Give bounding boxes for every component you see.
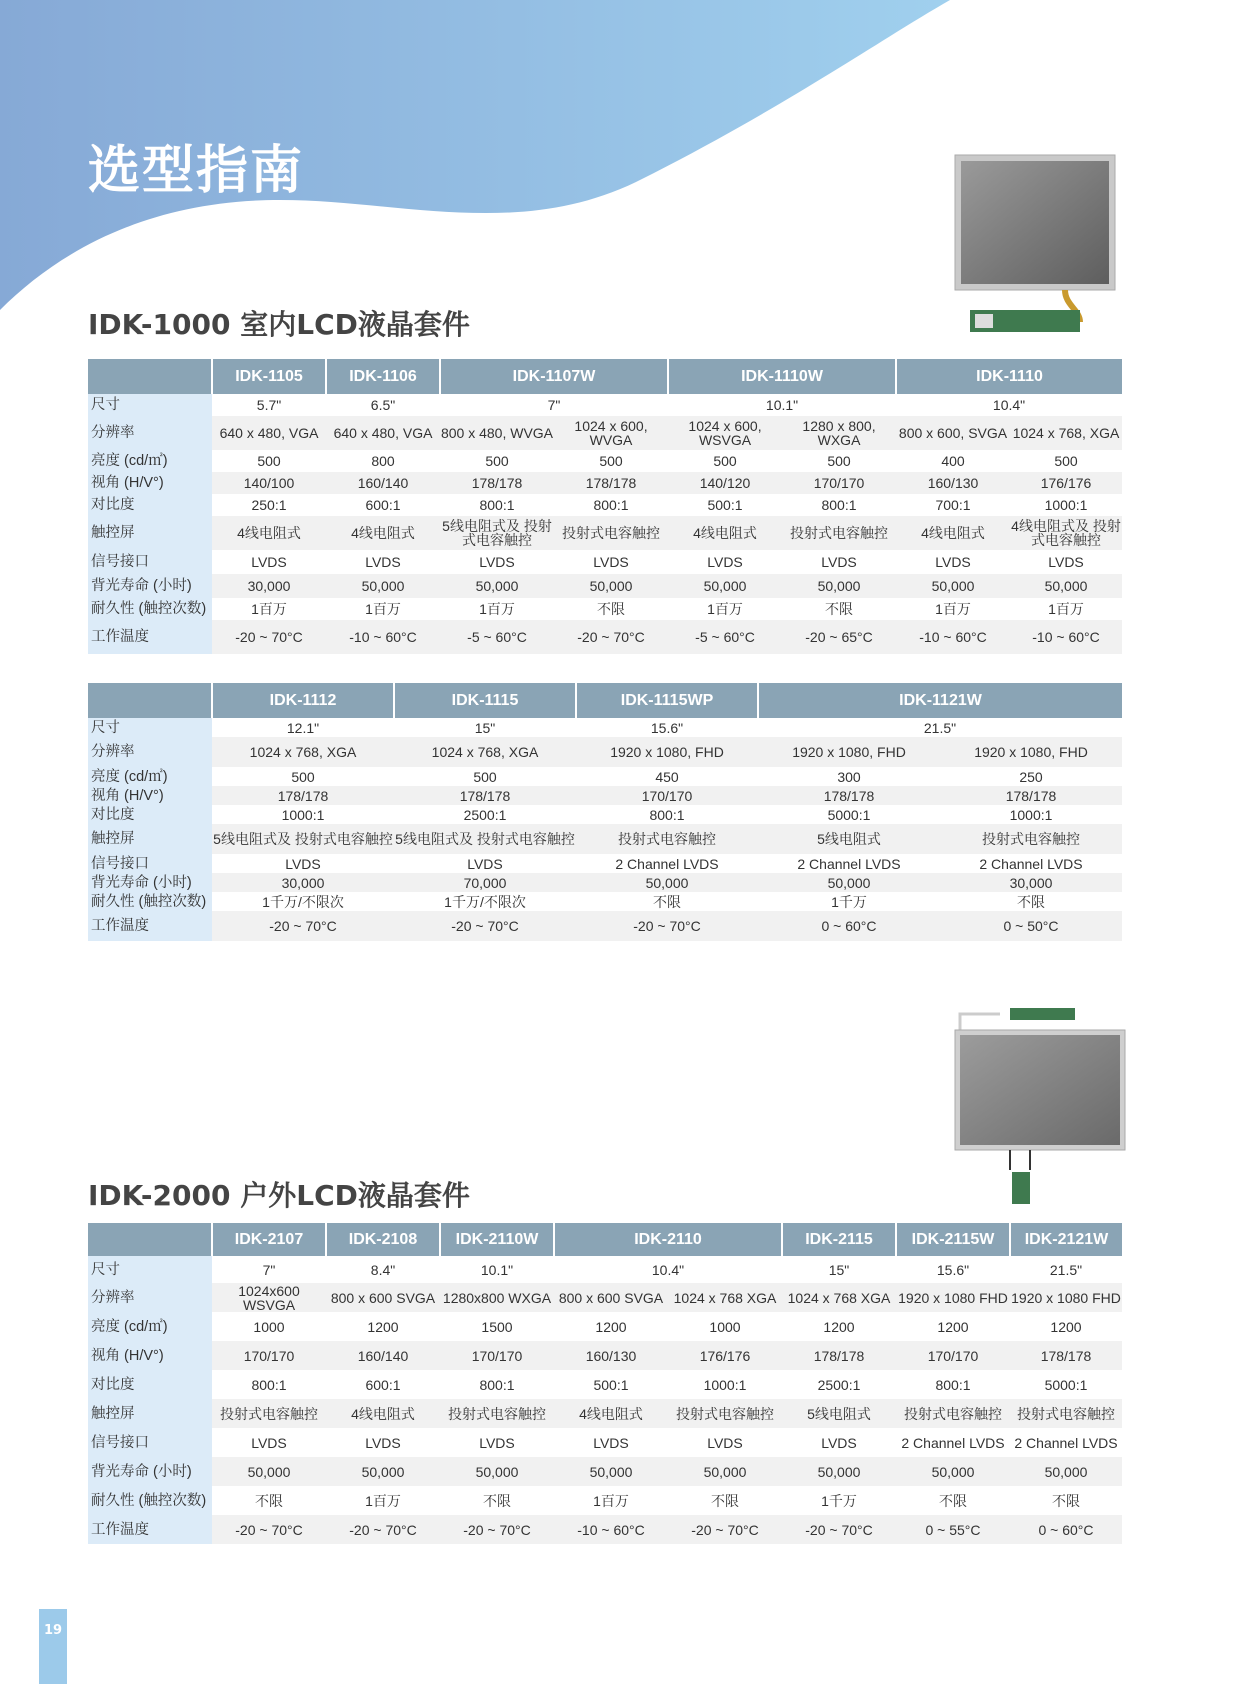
- spec-cell: 800:1: [935, 1376, 971, 1393]
- model-header: IDK-1106: [326, 359, 440, 394]
- spec-cell: LVDS: [365, 1434, 401, 1451]
- spec-cell: 15.6": [936, 1261, 970, 1278]
- model-header: IDK-2107: [212, 1223, 326, 1256]
- spec-cell: 178/178: [554, 472, 668, 494]
- spec-cell: 1百万: [593, 1492, 629, 1509]
- model-header: IDK-2115W: [896, 1223, 1010, 1256]
- model-header: IDK-2110W: [440, 1223, 554, 1256]
- spec-cell: 170/170: [782, 472, 896, 494]
- spec-cell: 投射式电容触控: [576, 824, 758, 854]
- spec-cell: 1280x800 WXGA: [440, 1283, 554, 1312]
- spec-cell: LVDS: [479, 554, 515, 570]
- spec-cell: 4线电阻式: [326, 1399, 440, 1428]
- spec-cell: -5 ~ 60°C: [440, 620, 554, 654]
- spec-cell: 1百万: [365, 601, 401, 617]
- row-label: 亮度 (cd/㎡): [88, 767, 212, 786]
- row-label: 触控屏: [88, 1399, 212, 1428]
- spec-cell: 176/176: [1010, 472, 1122, 494]
- spec-cell: 2 Channel LVDS: [1014, 1434, 1118, 1451]
- spec-cell: 50,000: [668, 574, 782, 598]
- spec-cell: 1千万/不限次: [444, 893, 526, 910]
- row-label: 对比度: [88, 805, 212, 824]
- spec-cell: 600:1: [365, 1376, 401, 1393]
- spec-cell: 50,000: [576, 873, 758, 892]
- spec-row: [88, 1486, 1122, 1515]
- spec-cell: 450: [655, 768, 679, 785]
- spec-cell: 4线电阻式: [326, 516, 440, 550]
- section-title-indoor: IDK-1000 室内LCD液晶套件: [88, 308, 470, 341]
- spec-cell: 400: [941, 453, 965, 469]
- spec-cell: 7": [262, 1261, 276, 1278]
- spec-cell: 800 x 600 SVGA: [326, 1283, 440, 1312]
- spec-cell: 140/100: [212, 472, 326, 494]
- spec-cell: 50,000: [758, 873, 940, 892]
- spec-cell: 178/178: [394, 786, 576, 805]
- spec-cell: LVDS: [593, 1434, 629, 1451]
- spec-cell: 不限: [1017, 893, 1045, 910]
- spec-cell: 500: [291, 768, 315, 785]
- spec-cell: LVDS: [467, 855, 503, 872]
- spec-cell: 10.1": [480, 1261, 514, 1278]
- spec-cell: -20 ~ 70°C: [326, 1515, 440, 1544]
- row-label: 耐久性 (触控次数): [88, 892, 212, 911]
- spec-cell: 1千万/不限次: [262, 893, 344, 910]
- spec-cell: 800 x 600 SVGA: [554, 1283, 668, 1312]
- row-label: 分辨率: [88, 416, 212, 450]
- spec-cell: 170/170: [212, 1341, 326, 1370]
- spec-cell: -20 ~ 70°C: [576, 911, 758, 941]
- spec-cell: 不限: [711, 1492, 739, 1509]
- spec-cell: 1024x600 WSVGA: [212, 1283, 326, 1312]
- spec-cell: LVDS: [821, 1434, 857, 1451]
- spec-cell: LVDS: [251, 554, 287, 570]
- row-label: 尺寸: [88, 1256, 212, 1283]
- row-label: 尺寸: [88, 394, 212, 416]
- spec-cell: 15": [474, 719, 496, 736]
- spec-cell: 170/170: [576, 786, 758, 805]
- spec-cell: 不限: [1052, 1492, 1080, 1509]
- row-label: 分辨率: [88, 737, 212, 767]
- spec-cell: 1024 x 768 XGA: [668, 1283, 782, 1312]
- model-header: IDK-2108: [326, 1223, 440, 1256]
- spec-cell: 投射式电容触控: [668, 1399, 782, 1428]
- spec-cell: 1024 x 768, XGA: [1010, 416, 1122, 450]
- spec-cell: 0 ~ 55°C: [896, 1515, 1010, 1544]
- lcd-kit-photo-indoor: [905, 140, 1155, 340]
- spec-cell: 投射式电容触控: [896, 1399, 1010, 1428]
- spec-cell: 5线电阻式及 投射式电容触控: [440, 516, 554, 550]
- spec-cell: 500:1: [707, 497, 743, 513]
- spec-cell: 800:1: [479, 497, 515, 513]
- spec-cell: 不限: [255, 1492, 283, 1509]
- page-title: 选型指南: [88, 141, 305, 201]
- spec-cell: 50,000: [1010, 1457, 1122, 1486]
- spec-cell: -20 ~ 70°C: [394, 911, 576, 941]
- spec-cell: 12.1": [286, 719, 320, 736]
- spec-row: [88, 620, 1122, 654]
- row-label: 分辨率: [88, 1283, 212, 1312]
- spec-cell: 500: [1054, 453, 1078, 469]
- model-header: IDK-1107W: [440, 359, 668, 394]
- row-label: 背光寿命 (小时): [88, 1457, 212, 1486]
- model-header: IDK-2115: [782, 1223, 896, 1256]
- spec-cell: 5000:1: [827, 806, 871, 823]
- spec-cell: 600:1: [365, 497, 401, 513]
- spec-row: [88, 1283, 1122, 1312]
- spec-cell: 50,000: [326, 1457, 440, 1486]
- spec-cell: 1920 x 1080, FHD: [576, 737, 758, 767]
- spec-cell: 1024 x 768, XGA: [394, 737, 576, 767]
- spec-cell: -20 ~ 70°C: [668, 1515, 782, 1544]
- spec-row: [88, 805, 1122, 824]
- spec-cell: LVDS: [365, 554, 401, 570]
- spec-cell: -20 ~ 65°C: [782, 620, 896, 654]
- row-label: 信号接口: [88, 1428, 212, 1457]
- spec-cell: 176/176: [668, 1341, 782, 1370]
- spec-cell: 300: [837, 768, 861, 785]
- spec-cell: 21.5": [1049, 1261, 1083, 1278]
- spec-row: [88, 450, 1122, 472]
- spec-cell: 50,000: [1010, 574, 1122, 598]
- indoor-spec-table-b: [88, 683, 1122, 941]
- spec-row: [88, 416, 1122, 450]
- spec-cell: 投射式电容触控: [212, 1399, 326, 1428]
- row-label: 耐久性 (触控次数): [88, 1486, 212, 1515]
- spec-cell: 1百万: [707, 601, 743, 617]
- row-label: 触控屏: [88, 824, 212, 854]
- spec-cell: 50,000: [440, 1457, 554, 1486]
- row-label: 背光寿命 (小时): [88, 574, 212, 598]
- spec-cell: 1200: [595, 1318, 627, 1335]
- spec-cell: 4线电阻式: [668, 516, 782, 550]
- model-header: IDK-1110W: [668, 359, 896, 394]
- model-header: IDK-1115: [394, 683, 576, 718]
- spec-row: [88, 516, 1122, 550]
- spec-cell: 1920 x 1080, FHD: [758, 737, 940, 767]
- row-label: 对比度: [88, 1370, 212, 1399]
- spec-cell: 投射式电容触控: [940, 824, 1122, 854]
- spec-cell: 1200: [367, 1318, 399, 1335]
- row-label: 视角 (H/V°): [88, 472, 212, 494]
- spec-cell: 不限: [483, 1492, 511, 1509]
- spec-cell: 1百万: [365, 1492, 401, 1509]
- spec-row: [88, 1428, 1122, 1457]
- spec-cell: 4线电阻式及 投射式电容触控: [1011, 518, 1121, 548]
- spec-cell: LVDS: [821, 554, 857, 570]
- spec-cell: 178/178: [758, 786, 940, 805]
- spec-cell: 50,000: [782, 574, 896, 598]
- spec-cell: LVDS: [251, 1434, 287, 1451]
- row-label: 亮度 (cd/㎡): [88, 1312, 212, 1341]
- spec-row: [88, 1256, 1122, 1283]
- spec-row: [88, 873, 1122, 892]
- spec-cell: 2 Channel LVDS: [979, 855, 1083, 872]
- spec-cell: 500: [713, 453, 737, 469]
- spec-cell: 1000: [709, 1318, 741, 1335]
- spec-cell: 500: [485, 453, 509, 469]
- spec-cell: -5 ~ 60°C: [668, 620, 782, 654]
- spec-cell: 500: [473, 768, 497, 785]
- row-label: 对比度: [88, 494, 212, 516]
- spec-cell: 2500:1: [463, 806, 507, 823]
- spec-row: [88, 1370, 1122, 1399]
- spec-row: [88, 494, 1122, 516]
- spec-cell: 1千万: [821, 1492, 857, 1509]
- spec-cell: 1000:1: [703, 1376, 747, 1393]
- spec-cell: 70,000: [394, 873, 576, 892]
- spec-cell: 30,000: [212, 873, 394, 892]
- spec-cell: 1000: [253, 1318, 285, 1335]
- spec-cell: 800:1: [479, 1376, 515, 1393]
- spec-cell: 不限: [939, 1492, 967, 1509]
- spec-cell: 500: [257, 453, 281, 469]
- spec-cell: 170/170: [440, 1341, 554, 1370]
- spec-cell: 50,000: [896, 1457, 1010, 1486]
- spec-cell: 800:1: [251, 1376, 287, 1393]
- spec-cell: 160/140: [326, 1341, 440, 1370]
- spec-cell: 250: [1019, 768, 1043, 785]
- spec-cell: 500:1: [593, 1376, 629, 1393]
- spec-cell: 4线电阻式: [554, 1399, 668, 1428]
- spec-cell: 1200: [937, 1318, 969, 1335]
- spec-cell: 1280 x 800, WXGA: [782, 416, 896, 450]
- spec-cell: 30,000: [940, 873, 1122, 892]
- spec-cell: LVDS: [479, 1434, 515, 1451]
- table-corner: [88, 359, 212, 394]
- model-header: IDK-1115WP: [576, 683, 758, 718]
- spec-row: [88, 718, 1122, 737]
- spec-cell: 10.4": [651, 1261, 685, 1278]
- spec-cell: 7": [547, 397, 561, 413]
- model-header: IDK-1105: [212, 359, 326, 394]
- spec-cell: 30,000: [212, 574, 326, 598]
- spec-cell: 1024 x 768, XGA: [212, 737, 394, 767]
- lcd-kit-photo-outdoor: [900, 1000, 1150, 1210]
- row-label: 视角 (H/V°): [88, 786, 212, 805]
- spec-cell: 178/178: [782, 1341, 896, 1370]
- row-label: 工作温度: [88, 1515, 212, 1544]
- spec-cell: 1百万: [1048, 601, 1084, 617]
- spec-row: [88, 892, 1122, 911]
- model-header: IDK-2121W: [1010, 1223, 1122, 1256]
- spec-cell: 700:1: [935, 497, 971, 513]
- spec-cell: LVDS: [593, 554, 629, 570]
- page-number: 19: [39, 1609, 67, 1684]
- spec-cell: 1000:1: [1009, 806, 1053, 823]
- spec-row: [88, 824, 1122, 854]
- spec-cell: 250:1: [251, 497, 287, 513]
- row-label: 耐久性 (触控次数): [88, 598, 212, 620]
- spec-row: [88, 786, 1122, 805]
- spec-cell: 640 x 480, VGA: [212, 416, 326, 450]
- spec-cell: 1024 x 768 XGA: [782, 1283, 896, 1312]
- spec-cell: LVDS: [935, 554, 971, 570]
- spec-cell: 投射式电容触控: [1010, 1399, 1122, 1428]
- spec-cell: 170/170: [896, 1341, 1010, 1370]
- spec-cell: 10.4": [992, 397, 1026, 413]
- spec-cell: 800:1: [593, 497, 629, 513]
- spec-row: [88, 550, 1122, 574]
- spec-row: [88, 737, 1122, 767]
- spec-cell: 1000:1: [1044, 497, 1088, 513]
- spec-cell: 1920 x 1080 FHD: [1010, 1283, 1122, 1312]
- spec-cell: 5000:1: [1044, 1376, 1088, 1393]
- spec-cell: 2 Channel LVDS: [615, 855, 719, 872]
- spec-cell: 50,000: [896, 574, 1010, 598]
- spec-cell: -20 ~ 70°C: [440, 1515, 554, 1544]
- row-label: 工作温度: [88, 911, 212, 941]
- row-label: 视角 (H/V°): [88, 1341, 212, 1370]
- spec-cell: 5线电阻式: [782, 1399, 896, 1428]
- spec-row: [88, 472, 1122, 494]
- spec-cell: 2 Channel LVDS: [901, 1434, 1005, 1451]
- spec-cell: 1百万: [251, 601, 287, 617]
- model-header: IDK-2110: [554, 1223, 782, 1256]
- row-label: 背光寿命 (小时): [88, 873, 212, 892]
- spec-cell: 178/178: [1010, 1341, 1122, 1370]
- spec-cell: 500: [827, 453, 851, 469]
- model-header: IDK-1110: [896, 359, 1122, 394]
- spec-cell: 500: [599, 453, 623, 469]
- spec-cell: 投射式电容触控: [440, 1399, 554, 1428]
- spec-row: [88, 1312, 1122, 1341]
- spec-cell: -10 ~ 60°C: [896, 620, 1010, 654]
- spec-cell: 不限: [825, 601, 854, 617]
- section-title-outdoor: IDK-2000 户外LCD液晶套件: [88, 1179, 470, 1212]
- spec-cell: -10 ~ 60°C: [554, 1515, 668, 1544]
- model-header: IDK-1121W: [758, 683, 1122, 718]
- outdoor-spec-table: [88, 1223, 1122, 1544]
- spec-cell: -10 ~ 60°C: [1010, 620, 1122, 654]
- spec-cell: 2500:1: [817, 1376, 861, 1393]
- spec-cell: 5.7": [256, 397, 282, 413]
- spec-cell: 不限: [597, 601, 625, 617]
- spec-cell: 1920 x 1080 FHD: [896, 1283, 1010, 1312]
- spec-cell: -20 ~ 70°C: [212, 1515, 326, 1544]
- spec-cell: 1百万: [935, 601, 971, 617]
- spec-row: [88, 1515, 1122, 1544]
- spec-cell: 50,000: [782, 1457, 896, 1486]
- table-corner: [88, 1223, 212, 1256]
- spec-cell: 800:1: [821, 497, 857, 513]
- spec-cell: 4线电阻式: [896, 516, 1010, 550]
- spec-row: [88, 854, 1122, 873]
- spec-cell: 50,000: [554, 1457, 668, 1486]
- spec-cell: 178/178: [440, 472, 554, 494]
- spec-cell: 160/130: [896, 472, 1010, 494]
- spec-row: [88, 911, 1122, 941]
- spec-cell: 800 x 600, SVGA: [896, 416, 1010, 450]
- spec-cell: 2 Channel LVDS: [797, 855, 901, 872]
- spec-cell: 1200: [1050, 1318, 1082, 1335]
- spec-cell: 0 ~ 60°C: [758, 911, 940, 941]
- spec-cell: 800:1: [649, 806, 685, 823]
- spec-cell: LVDS: [707, 554, 743, 570]
- spec-cell: 1000:1: [281, 806, 325, 823]
- spec-cell: -20 ~ 70°C: [212, 620, 326, 654]
- spec-row: [88, 1457, 1122, 1486]
- spec-cell: 1200: [823, 1318, 855, 1335]
- spec-cell: 21.5": [923, 719, 957, 736]
- spec-cell: 1024 x 600, WVGA: [554, 416, 668, 450]
- spec-cell: -20 ~ 70°C: [782, 1515, 896, 1544]
- spec-cell: 50,000: [554, 574, 668, 598]
- model-header: IDK-1112: [212, 683, 394, 718]
- spec-cell: 1024 x 600, WSVGA: [668, 416, 782, 450]
- spec-cell: 5线电阻式及 投射式电容触控: [394, 824, 576, 854]
- spec-cell: 0 ~ 60°C: [1010, 1515, 1122, 1544]
- spec-row: [88, 1341, 1122, 1370]
- spec-cell: 0 ~ 50°C: [940, 911, 1122, 941]
- spec-cell: 5线电阻式: [758, 824, 940, 854]
- spec-row: [88, 767, 1122, 786]
- spec-cell: LVDS: [1048, 554, 1084, 570]
- spec-cell: 50,000: [326, 574, 440, 598]
- spec-cell: 15.6": [650, 719, 684, 736]
- spec-cell: 不限: [653, 893, 681, 910]
- spec-cell: -20 ~ 70°C: [212, 911, 394, 941]
- spec-cell: 4线电阻式: [212, 516, 326, 550]
- spec-cell: 160/140: [326, 472, 440, 494]
- spec-row: [88, 394, 1122, 416]
- spec-cell: -20 ~ 70°C: [554, 620, 668, 654]
- spec-cell: 10.1": [765, 397, 799, 413]
- spec-cell: 5线电阻式及 投射式电容触控: [212, 824, 394, 854]
- spec-cell: 投射式电容触控: [554, 516, 668, 550]
- spec-cell: 140/120: [668, 472, 782, 494]
- spec-cell: -10 ~ 60°C: [326, 620, 440, 654]
- spec-row: [88, 1399, 1122, 1428]
- spec-row: [88, 574, 1122, 598]
- spec-cell: 15": [828, 1261, 850, 1278]
- spec-cell: 178/178: [212, 786, 394, 805]
- spec-cell: 800: [371, 453, 395, 469]
- row-label: 亮度 (cd/㎡): [88, 450, 212, 472]
- spec-cell: LVDS: [285, 855, 321, 872]
- table-corner: [88, 683, 212, 718]
- row-label: 信号接口: [88, 854, 212, 873]
- spec-cell: 投射式电容触控: [782, 516, 896, 550]
- spec-cell: 160/130: [554, 1341, 668, 1370]
- spec-cell: 1千万: [831, 893, 867, 910]
- row-label: 尺寸: [88, 718, 212, 737]
- spec-cell: 1500: [481, 1318, 513, 1335]
- spec-cell: 1百万: [479, 601, 515, 617]
- row-label: 触控屏: [88, 516, 212, 550]
- spec-cell: 1920 x 1080, FHD: [940, 737, 1122, 767]
- indoor-spec-table-a: [88, 359, 1122, 654]
- row-label: 工作温度: [88, 620, 212, 654]
- spec-cell: 8.4": [370, 1261, 396, 1278]
- row-label: 信号接口: [88, 550, 212, 574]
- spec-cell: 800 x 480, WVGA: [440, 416, 554, 450]
- spec-cell: 50,000: [440, 574, 554, 598]
- spec-cell: LVDS: [707, 1434, 743, 1451]
- spec-cell: 178/178: [940, 786, 1122, 805]
- spec-cell: 50,000: [212, 1457, 326, 1486]
- spec-cell: 50,000: [668, 1457, 782, 1486]
- spec-cell: 6.5": [370, 397, 396, 413]
- spec-cell: 640 x 480, VGA: [326, 416, 440, 450]
- spec-row: [88, 598, 1122, 620]
